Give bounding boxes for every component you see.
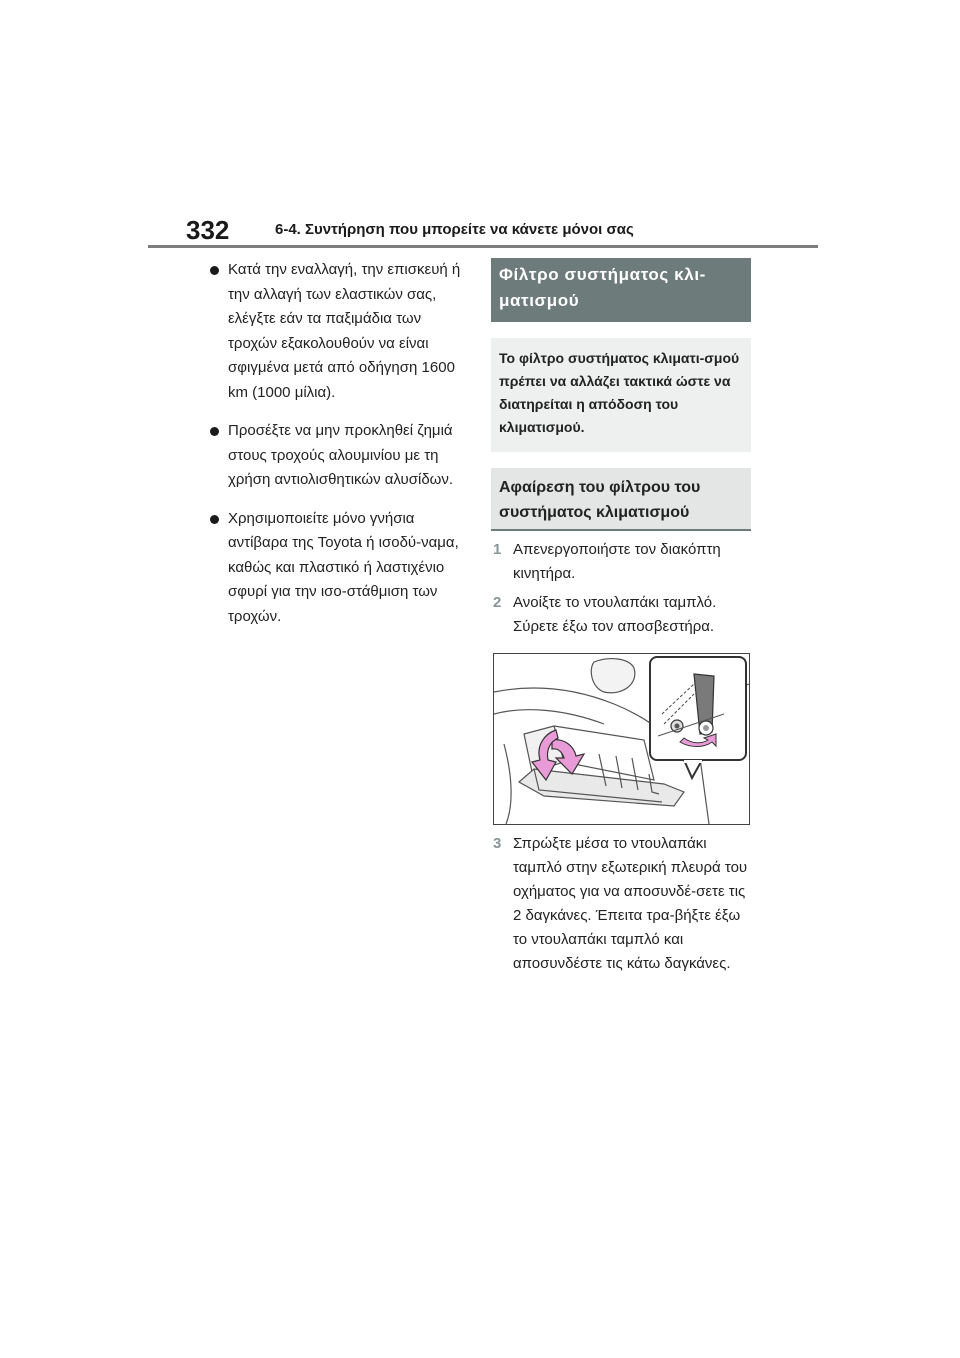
sub-heading: Αφαίρεση του φίλτρου του συστήματος κλιματισμού	[491, 468, 751, 531]
bullet-dot-icon	[210, 515, 219, 524]
step-item	[491, 538, 751, 586]
notice-box: Το φίλτρο συστήματος κλιματι-σμού πρέπει να αλλάζει τακτικά ώστε να διατηρείται η απόδοση του κλιματισμού.	[491, 338, 751, 452]
step-number: 3	[493, 835, 502, 852]
step-number: 1	[493, 541, 502, 558]
header-divider	[148, 245, 818, 248]
bullet-dot-icon	[210, 266, 219, 275]
bullet-text: Προσέξτε να μην προκληθεί ζημιά στους τροχούς αλουμινίου με τη χρήση αντιολισθητικών αλυσίδων.	[228, 422, 454, 488]
bullet-text: Κατά την εναλλαγή, την επισκευή ή την αλλαγή των ελαστικών σας, ελέγξτε εάν τα παξιμάδια των τροχών εξακολουθούν να είναι σφιγμένα μετά από οδήγηση 1600 km (1000 μίλια).	[228, 261, 461, 401]
bullet-text: Χρησιμοποιείτε μόνο γνήσια αντίβαρα της Toyota ή ισοδύ-ναμα, καθώς και πλαστικό ή λαστιχένιο σφυρί για την ισο-στάθμιση των τροχών.	[228, 509, 459, 625]
main-heading: Φίλτρο συστήματος κλι-ματισμού	[491, 258, 751, 322]
step-item	[491, 591, 751, 639]
step-text: Σπρώξτε μέσα το ντουλαπάκι ταμπλό στην εξωτερική πλευρά του οχήματος για να αποσυνδέ-σετε τις 2 δαγκάνες. Έπειτα τρα-βήξτε έξω το ντουλαπάκι ταμπλό και αποσυνδέστε τις κάτω δαγκάνες.	[513, 835, 748, 972]
bullet-dot-icon	[210, 427, 219, 436]
step-text: Ανοίξτε το ντουλαπάκι ταμπλό. Σύρετε έξω τον αποσβεστήρα.	[513, 594, 717, 635]
right-column	[491, 258, 751, 976]
glovebox-illustration	[493, 653, 750, 825]
glovebox-drawing	[494, 654, 749, 824]
page-header	[148, 212, 818, 248]
bullet-item	[210, 507, 470, 630]
step-text: Απενεργοποιήστε τον διακόπτη κινητήρα.	[513, 541, 721, 582]
section-title: 6-4. Συντήρηση που μπορείτε να κάνετε μόνοι σας	[275, 221, 634, 238]
step-number: 2	[493, 594, 502, 611]
page-number: 332	[186, 215, 230, 245]
bullet-item	[210, 258, 470, 405]
bullet-item	[210, 419, 470, 493]
step-item	[491, 832, 751, 976]
left-column	[210, 258, 470, 643]
